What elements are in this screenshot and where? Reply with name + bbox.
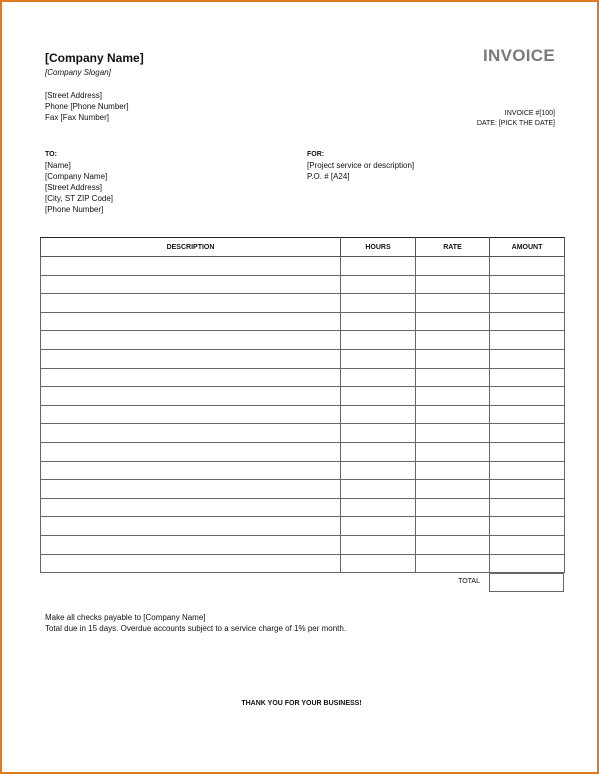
cell-hours[interactable] <box>341 368 416 387</box>
cell-hours[interactable] <box>341 405 416 424</box>
cell-amount[interactable] <box>490 480 565 499</box>
cell-rate[interactable] <box>416 480 490 499</box>
footer-notes <box>45 612 346 634</box>
cell-description[interactable] <box>41 554 341 573</box>
cell-description[interactable] <box>41 349 341 368</box>
table-row <box>41 405 565 424</box>
cell-rate[interactable] <box>416 312 490 331</box>
company-slogan: [Company Slogan] <box>45 68 111 77</box>
cell-amount[interactable] <box>490 535 565 554</box>
table-row <box>41 294 565 313</box>
cell-amount[interactable] <box>490 442 565 461</box>
cell-description[interactable] <box>41 535 341 554</box>
cell-amount[interactable] <box>490 275 565 294</box>
col-description-header: DESCRIPTION <box>41 238 341 257</box>
cell-hours[interactable] <box>341 498 416 517</box>
cell-rate[interactable] <box>416 535 490 554</box>
cell-hours[interactable] <box>341 424 416 443</box>
total-amount-cell[interactable] <box>489 573 564 592</box>
cell-rate[interactable] <box>416 461 490 480</box>
cell-description[interactable] <box>41 368 341 387</box>
cell-hours[interactable] <box>341 442 416 461</box>
payable-note: Make all checks payable to [Company Name] <box>45 613 206 622</box>
cell-hours[interactable] <box>341 517 416 536</box>
for-line: P.O. # [A24] <box>307 172 350 181</box>
cell-description[interactable] <box>41 387 341 406</box>
cell-rate[interactable] <box>416 257 490 276</box>
cell-rate[interactable] <box>416 517 490 536</box>
cell-description[interactable] <box>41 442 341 461</box>
cell-amount[interactable] <box>490 331 565 350</box>
cell-description[interactable] <box>41 312 341 331</box>
cell-hours[interactable] <box>341 480 416 499</box>
bill-to-line: [Street Address] <box>45 183 102 192</box>
bill-to-line: [Name] <box>45 161 71 170</box>
bill-to-line: [City, ST ZIP Code] <box>45 194 114 203</box>
col-amount-header: AMOUNT <box>490 238 565 257</box>
cell-amount[interactable] <box>490 424 565 443</box>
line-items-body <box>41 257 565 573</box>
cell-description[interactable] <box>41 424 341 443</box>
cell-description[interactable] <box>41 294 341 313</box>
cell-description[interactable] <box>41 498 341 517</box>
cell-hours[interactable] <box>341 461 416 480</box>
cell-description[interactable] <box>41 331 341 350</box>
cell-description[interactable] <box>41 517 341 536</box>
invoice-meta <box>477 109 555 129</box>
cell-rate[interactable] <box>416 331 490 350</box>
cell-rate[interactable] <box>416 554 490 573</box>
cell-hours[interactable] <box>341 294 416 313</box>
company-address-block <box>45 90 129 123</box>
bill-to-line: [Company Name] <box>45 172 108 181</box>
company-phone: Phone [Phone Number] <box>45 102 129 111</box>
table-header-row <box>41 238 565 257</box>
total-label: TOTAL <box>458 578 480 585</box>
cell-description[interactable] <box>41 257 341 276</box>
table-row <box>41 312 565 331</box>
cell-amount[interactable] <box>490 405 565 424</box>
cell-amount[interactable] <box>490 294 565 313</box>
cell-description[interactable] <box>41 405 341 424</box>
for-block <box>307 149 414 182</box>
table-row <box>41 554 565 573</box>
cell-hours[interactable] <box>341 275 416 294</box>
cell-rate[interactable] <box>416 498 490 517</box>
table-row <box>41 257 565 276</box>
table-row <box>41 424 565 443</box>
cell-rate[interactable] <box>416 294 490 313</box>
cell-hours[interactable] <box>341 554 416 573</box>
thank-you-note: THANK YOU FOR YOUR BUSINESS! <box>241 700 362 707</box>
cell-rate[interactable] <box>416 349 490 368</box>
cell-hours[interactable] <box>341 331 416 350</box>
cell-rate[interactable] <box>416 442 490 461</box>
cell-hours[interactable] <box>341 387 416 406</box>
cell-hours[interactable] <box>341 257 416 276</box>
for-label: FOR: <box>307 151 325 158</box>
company-fax: Fax [Fax Number] <box>45 113 110 122</box>
table-row <box>41 442 565 461</box>
cell-rate[interactable] <box>416 368 490 387</box>
table-row <box>41 387 565 406</box>
cell-rate[interactable] <box>416 387 490 406</box>
cell-hours[interactable] <box>341 312 416 331</box>
cell-amount[interactable] <box>490 368 565 387</box>
bill-to-label: TO: <box>45 151 57 158</box>
table-row <box>41 368 565 387</box>
table-row <box>41 461 565 480</box>
cell-description[interactable] <box>41 275 341 294</box>
table-row <box>41 517 565 536</box>
col-rate-header: RATE <box>416 238 490 257</box>
bill-to-line: [Phone Number] <box>45 205 104 214</box>
cell-amount[interactable] <box>490 387 565 406</box>
company-street: [Street Address] <box>45 91 102 100</box>
for-line: [Project service or description] <box>307 161 415 170</box>
terms-note: Total due in 15 days. Overdue accounts subject to a service charge of 1% per month. <box>45 624 347 633</box>
table-row <box>41 275 565 294</box>
cell-amount[interactable] <box>490 498 565 517</box>
company-name: [Company Name] <box>45 51 144 65</box>
invoice-title: INVOICE <box>482 46 555 65</box>
cell-amount[interactable] <box>490 554 565 573</box>
line-items-table <box>40 237 565 573</box>
col-hours-header: HOURS <box>341 238 416 257</box>
table-row <box>41 349 565 368</box>
table-row <box>41 498 565 517</box>
cell-rate[interactable] <box>416 405 490 424</box>
cell-amount[interactable] <box>490 349 565 368</box>
invoice-number: INVOICE #[100] <box>504 110 555 117</box>
table-row <box>41 480 565 499</box>
cell-amount[interactable] <box>490 461 565 480</box>
cell-description[interactable] <box>41 461 341 480</box>
cell-amount[interactable] <box>490 517 565 536</box>
bill-to-block <box>45 149 113 215</box>
table-row <box>41 535 565 554</box>
cell-description[interactable] <box>41 480 341 499</box>
invoice-date: DATE: [PICK THE DATE] <box>476 120 555 127</box>
cell-amount[interactable] <box>490 312 565 331</box>
cell-rate[interactable] <box>416 424 490 443</box>
cell-rate[interactable] <box>416 275 490 294</box>
cell-amount[interactable] <box>490 257 565 276</box>
table-row <box>41 331 565 350</box>
cell-hours[interactable] <box>341 349 416 368</box>
cell-hours[interactable] <box>341 535 416 554</box>
